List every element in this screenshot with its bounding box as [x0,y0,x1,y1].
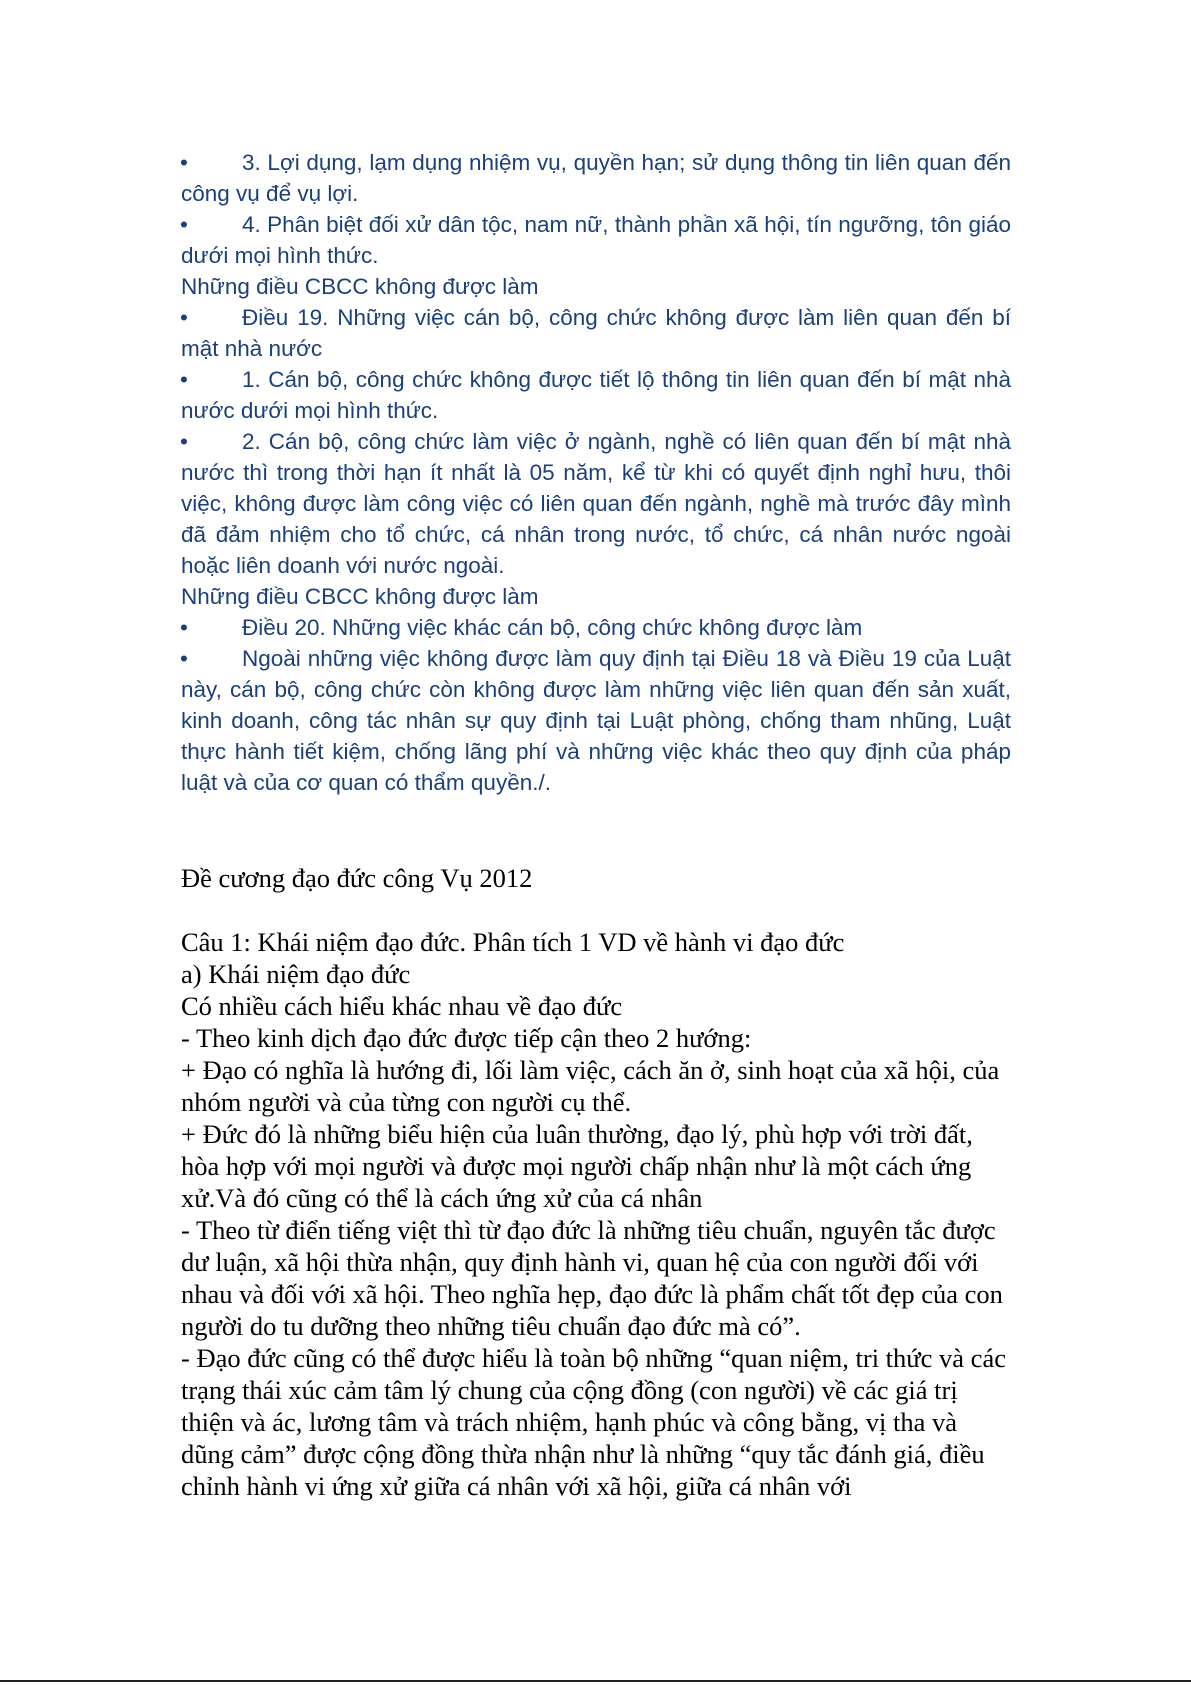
bullet-paragraph [181,302,1011,364]
body-line: - Đạo đức cũng có thể được hiểu là toàn bộ những “quan niệm, tri thức và các trạng thái xúc cảm tâm lý chung của cộng đồng (con người) về các giá trị thiện và ác, lương tâm và trách nhiệm, hạnh phúc và công bằng, vị tha và dũng cảm” được cộng đồng thừa nhận như là những “quy tắc đánh giá, điều chỉnh hành vi ứng xử giữa cá nhân với xã hội, giữa cá nhân với [181,1343,1006,1501]
bullet-marker: • [180,367,188,392]
paragraph-text: 4. Phân biệt đối xử dân tộc, nam nữ, thành phần xã hội, tín ngưỡng, tôn giáo dưới mọi hình thức. [181,212,1011,268]
paragraph-text: 3. Lợi dụng, lạm dụng nhiệm vụ, quyền hạn; sử dụng thông tin liên quan đến công vụ để vụ lợi. [181,150,1011,206]
regulation-excerpt [181,147,1011,798]
body-line: + Đức đó là những biểu hiện của luân thường, đạo lý, phù hợp với trời đất, hòa hợp với mọi người và được mọi người chấp nhận như là một cách ứng xử.Và đó cũng có thể là cách ứng xử của cá nhân [181,1119,973,1213]
paragraph-text: Điều 20. Những việc khác cán bộ, công chức không được làm [242,615,863,640]
paragraph-text: Ngoài những việc không được làm quy định tại Điều 18 và Điều 19 của Luật này, cán bộ, công chức còn không được làm những việc liên quan đến sản xuất, kinh doanh, công tác nhân sự quy định tại Luật phòng, chống tham nhũng, Luật thực hành tiết kiệm, chống lãng phí và những việc khác theo quy định của pháp luật và của cơ quan có thẩm quyền./. [181,646,1011,795]
body-line: Có nhiều cách hiểu khác nhau về đạo đức [181,991,623,1021]
bullet-paragraph [181,643,1011,798]
subsection-heading: a) Khái niệm đạo đức [181,959,411,989]
section-heading: Những điều CBCC không được làm [181,274,539,299]
outline-title: Đề cương đạo đức công Vụ 2012 [181,863,533,893]
study-outline [181,862,1011,1502]
paragraph-text: 1. Cán bộ, công chức không được tiết lộ thông tin liên quan đến bí mật nhà nước dưới mọi hình thức. [181,367,1011,423]
bullet-marker: • [180,150,188,175]
question-heading: Câu 1: Khái niệm đạo đức. Phân tích 1 VD về hành vi đạo đức [181,927,845,957]
body-line: - Theo từ điển tiếng việt thì từ đạo đức là những tiêu chuẩn, nguyên tắc được dư luận, xã hội thừa nhận, quy định hành vi, quan hệ của con người đối với nhau và đối với xã hội. Theo nghĩa hẹp, đạo đức là phẩm chất tốt đẹp của con người do tu dưỡng theo những tiêu chuẩn đạo đức mà có”. [181,1215,1003,1341]
bullet-paragraph [181,612,1011,643]
body-line: + Đạo có nghĩa là hướng đi, lối làm việc, cách ăn ở, sinh hoạt của xã hội, của nhóm người và của từng con người cụ thể. [181,1055,1000,1117]
page-bottom-divider [0,1680,1191,1682]
bullet-marker: • [180,429,188,454]
bullet-paragraph [181,209,1011,271]
bullet-paragraph [181,364,1011,426]
body-line: - Theo kinh dịch đạo đức được tiếp cận theo 2 hướng: [181,1023,752,1053]
bullet-paragraph [181,426,1011,581]
bullet-marker: • [180,646,188,671]
bullet-marker: • [180,615,188,640]
paragraph-text: Điều 19. Những việc cán bộ, công chức không được làm liên quan đến bí mật nhà nước [181,305,1011,361]
bullet-paragraph [181,147,1011,209]
bullet-marker: • [180,305,188,330]
bullet-marker: • [180,212,188,237]
paragraph-text: 2. Cán bộ, công chức làm việc ở ngành, nghề có liên quan đến bí mật nhà nước thì trong thời hạn ít nhất là 05 năm, kể từ khi có quyết định nghỉ hưu, thôi việc, không được làm công việc có liên quan đến ngành, nghề mà trước đây mình đã đảm nhiệm cho tổ chức, cá nhân trong nước, tổ chức, cá nhân nước ngoài hoặc liên doanh với nước ngoài. [181,429,1011,578]
section-heading: Những điều CBCC không được làm [181,584,539,609]
